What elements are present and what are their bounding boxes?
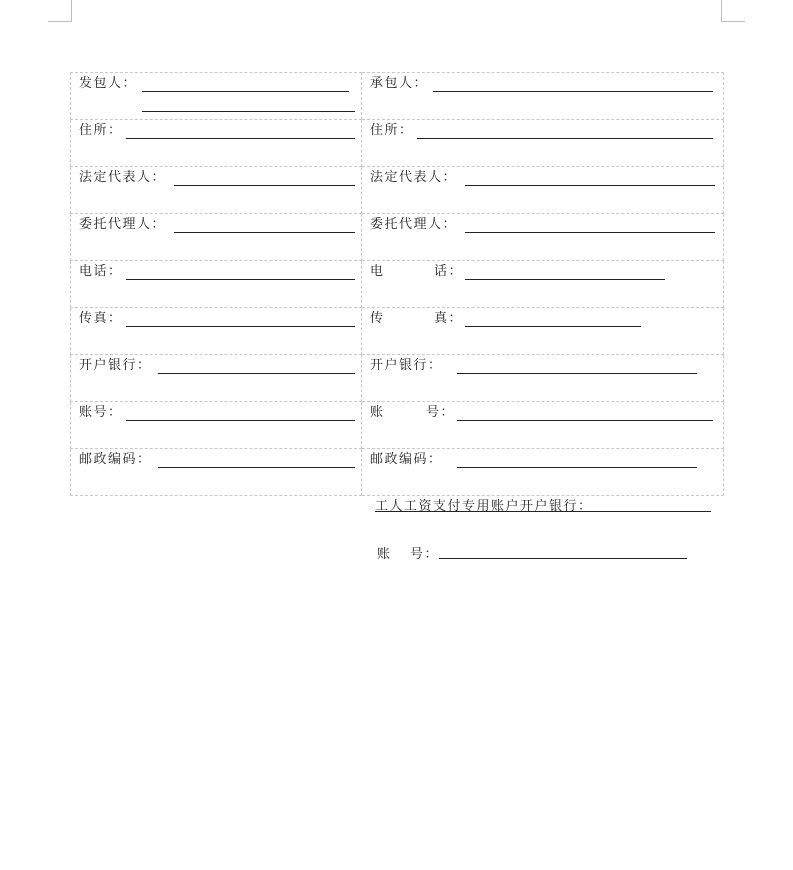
account-a-cell xyxy=(71,402,362,449)
agent-a-label: 委托代理人： xyxy=(79,217,167,232)
crop-mark-left-horizontal xyxy=(48,21,72,22)
address-a-cell xyxy=(71,120,362,167)
fax-a-label: 传真： xyxy=(79,311,123,326)
agent-a-field[interactable] xyxy=(174,232,355,233)
table-row xyxy=(71,73,724,120)
wage-account-number-label-part1: 账 xyxy=(377,547,392,562)
legal-rep-a-field[interactable] xyxy=(174,185,355,186)
employer-field[interactable] xyxy=(142,91,349,92)
phone-a-cell xyxy=(71,261,362,308)
bank-a-label: 开户银行： xyxy=(79,358,152,373)
contract-signature-table xyxy=(70,72,724,496)
postcode-b-label: 邮政编码： xyxy=(370,452,443,467)
bank-b-cell xyxy=(362,355,724,402)
bank-b-label: 开户银行： xyxy=(370,358,443,373)
table-row xyxy=(71,355,724,402)
contractor-field[interactable] xyxy=(433,91,713,92)
fax-b-field[interactable] xyxy=(465,326,641,327)
employer-label: 发包人： xyxy=(79,76,138,91)
contractor-cell xyxy=(362,73,724,120)
bank-a-field[interactable] xyxy=(158,373,355,374)
account-b-field[interactable] xyxy=(457,420,713,421)
table-row xyxy=(71,449,724,496)
legal-rep-b-field[interactable] xyxy=(465,185,715,186)
table-row xyxy=(71,214,724,261)
employer-field-line2[interactable] xyxy=(142,111,355,112)
bank-a-cell xyxy=(71,355,362,402)
account-b-label-part1: 账 xyxy=(370,405,384,420)
address-b-label: 住所： xyxy=(370,123,414,138)
fax-a-cell xyxy=(71,308,362,355)
table-row xyxy=(71,402,724,449)
phone-a-label: 电话： xyxy=(79,264,123,279)
phone-b-label-part1: 电 xyxy=(370,264,384,279)
table-row xyxy=(71,261,724,308)
crop-mark-left-vertical xyxy=(71,0,72,22)
wage-account-bank-field[interactable] xyxy=(375,511,711,512)
account-b-cell xyxy=(362,402,724,449)
address-b-field[interactable] xyxy=(417,138,713,139)
legal-rep-b-cell xyxy=(362,167,724,214)
wage-account-number-label-part2: 号： xyxy=(410,547,440,562)
account-a-field[interactable] xyxy=(126,420,355,421)
table-row xyxy=(71,167,724,214)
employer-cell xyxy=(71,73,362,120)
fax-b-cell xyxy=(362,308,724,355)
fax-b-label-part2: 真： xyxy=(434,311,464,326)
wage-account-bank-label: 工人工资支付专用账户开户银行： xyxy=(375,499,593,514)
postcode-a-label: 邮政编码： xyxy=(79,452,152,467)
postcode-a-cell xyxy=(71,449,362,496)
wage-account-number-field[interactable] xyxy=(439,558,687,559)
table-row xyxy=(71,308,724,355)
fax-b-label-part1: 传 xyxy=(370,311,384,326)
phone-b-label-part2: 话： xyxy=(434,264,464,279)
address-a-field[interactable] xyxy=(126,138,355,139)
agent-b-cell xyxy=(362,214,724,261)
legal-rep-b-label: 法定代表人： xyxy=(370,170,458,185)
legal-rep-a-label: 法定代表人： xyxy=(79,170,167,185)
legal-rep-a-cell xyxy=(71,167,362,214)
postcode-b-cell xyxy=(362,449,724,496)
postcode-a-field[interactable] xyxy=(158,467,355,468)
phone-a-field[interactable] xyxy=(126,279,355,280)
account-a-label: 账号： xyxy=(79,405,123,420)
bank-b-field[interactable] xyxy=(457,373,697,374)
fax-a-field[interactable] xyxy=(126,326,355,327)
phone-b-cell xyxy=(362,261,724,308)
phone-b-field[interactable] xyxy=(465,279,665,280)
agent-b-field[interactable] xyxy=(465,232,715,233)
crop-mark-right-vertical xyxy=(721,0,722,22)
table-row xyxy=(71,120,724,167)
address-a-label: 住所： xyxy=(79,123,123,138)
account-b-label-part2: 号： xyxy=(426,405,456,420)
postcode-b-field[interactable] xyxy=(457,467,697,468)
address-b-cell xyxy=(362,120,724,167)
agent-b-label: 委托代理人： xyxy=(370,217,458,232)
crop-mark-right-horizontal xyxy=(721,21,745,22)
agent-a-cell xyxy=(71,214,362,261)
contractor-label: 承包人： xyxy=(370,76,429,91)
